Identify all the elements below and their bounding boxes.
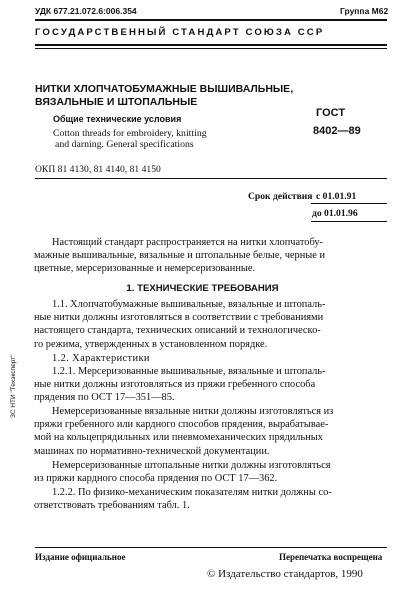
text-line: мой на кольцепрядильных или пневмомеханических прядильных <box>34 432 323 444</box>
okp-codes: ОКП 81 4130, 81 4140, 81 4150 <box>35 164 161 175</box>
doc-title-line1: НИТКИ ХЛОПЧАТОБУМАЖНЫЕ ВЫШИВАЛЬНЫЕ, <box>35 83 294 95</box>
official-edition: Издание официальное <box>35 552 126 562</box>
copyright: © Издательство стандартов, 1990 <box>207 568 363 580</box>
section-heading: 1. ТЕХНИЧЕСКИЕ ТРЕБОВАНИЯ <box>126 283 279 294</box>
side-watermark: ЗС НТИ "Техэксперт" <box>10 354 17 418</box>
text-line: 1.2. Характеристики <box>52 353 150 364</box>
validity-label: Срок действия <box>248 191 313 202</box>
footer-rule <box>35 547 387 548</box>
standard-band-title: ГОСУДАРСТВЕННЫЙ СТАНДАРТ СОЮЗА ССР <box>35 27 325 38</box>
gost-label: ГОСТ <box>316 107 346 119</box>
paragraph-nonmercerized-darning <box>34 459 390 485</box>
text-line: из пряжи кардного способа прядения по ОСТ 17—362. <box>34 473 278 485</box>
paragraph-1-1 <box>34 298 390 351</box>
group-code: Группа М62 <box>340 6 389 16</box>
header-top-rule <box>35 19 387 21</box>
gost-number: 8402—89 <box>313 125 361 137</box>
text-line: ответствовать требованиям табл. 1. <box>34 500 190 512</box>
header-double-rule <box>35 48 387 49</box>
text-line: пряжи гребенного или кардного способов прядения, вырабатывае- <box>34 419 329 431</box>
text-line: 1.1. Хлопчатобумажные вышивальные, вязальные и штопаль- <box>52 299 326 310</box>
title-block-rule <box>35 178 387 179</box>
intro-line: цветные, мерсеризованные и немерсеризованные. <box>34 263 256 275</box>
validity-from: с 01.01.91 <box>316 191 357 202</box>
text-line: ные нитки должны изготовляться в соответствии с требованиями <box>34 312 324 324</box>
text-line: прядения по ОСТ 17—351—85. <box>34 392 175 404</box>
text-line: 1.2.2. По физико-механическим показателям нитки должны со- <box>52 487 332 498</box>
paragraph-1-2 <box>34 352 390 365</box>
udk-code: УДК 677.21.072.6:006.354 <box>35 6 137 16</box>
paragraph-nonmercerized-knitting <box>34 405 390 458</box>
text-line: настоящего стандарта, технических описаний и технологическо- <box>34 325 321 337</box>
intro-paragraph <box>34 236 390 276</box>
header-bottom-rule <box>35 44 387 46</box>
text-line: машинах по нормативно-технической документации. <box>34 445 270 457</box>
text-line: Немерсеризованные штопальные нитки должны изготовляться <box>52 460 331 471</box>
doc-title-line2: ВЯЗАЛЬНЫЕ И ШТОПАЛЬНЫЕ <box>35 96 198 108</box>
text-line: ные нитки должны изготовляться из пряжи гребенного способа <box>34 379 316 391</box>
text-line: 1.2.1. Мерсеризованные вышивальные, вязальные и штопаль- <box>52 366 326 377</box>
english-title-line1: Cotton threads for embroidery, knitting <box>53 128 207 139</box>
text-line: го режима, утвержденных в установленном порядке. <box>34 338 268 350</box>
english-title-line2: and darning. General specifications <box>55 139 194 150</box>
text-line: Немерсеризованные вязальные нитки должны изготовляться из <box>52 406 334 417</box>
validity-to: до 01.01.96 <box>312 208 358 219</box>
intro-line: Настоящий стандарт распространяется на нитки хлопчатобу- <box>52 237 323 248</box>
intro-line: мажные вышивальные, вязальные и штопальные белые, черные и <box>34 250 326 262</box>
paragraph-1-2-1 <box>34 365 390 405</box>
validity-underline <box>311 221 387 222</box>
doc-subtitle: Общие технические условия <box>53 114 182 124</box>
paragraph-1-2-2 <box>34 486 390 512</box>
validity-divider <box>311 203 387 204</box>
reprint-notice: Перепечатка воспрещена <box>279 552 383 562</box>
